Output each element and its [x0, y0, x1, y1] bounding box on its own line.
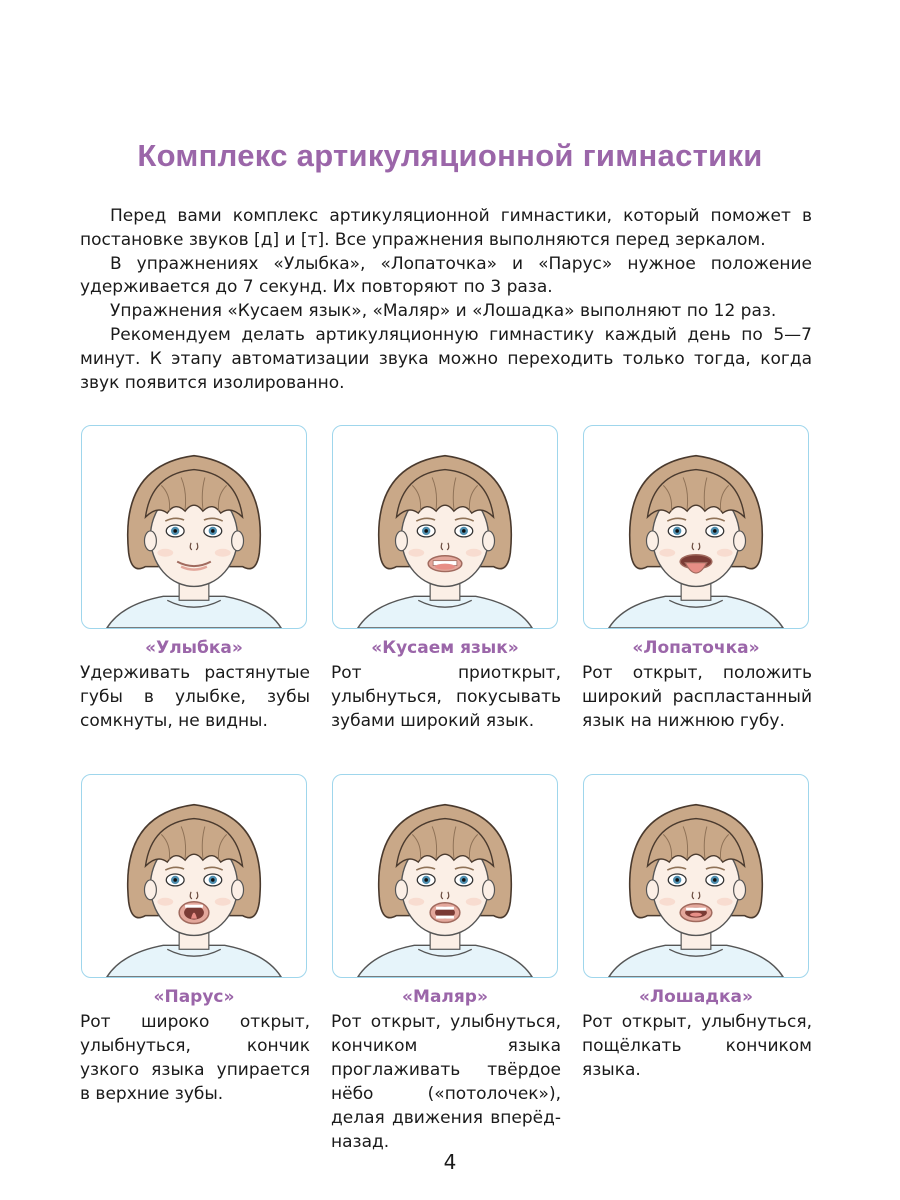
exercise-title: «Кусаем язык» — [371, 638, 519, 658]
page-title: Комплекс артикуляционной гимнастики — [137, 138, 763, 173]
child-face-illustration — [82, 426, 306, 628]
child-face-illustration — [584, 426, 808, 628]
intro-paragraph: В упражнениях «Улыбка», «Лопаточка» и «Парус» нужное положение удерживается до 7 секунд. Их повторяют по 3 раза. — [80, 253, 812, 298]
exercise-description: Рот широко открыт, улыбнуться, кончик узкого языка упирается в верхние зубы. — [80, 1012, 310, 1104]
intro-text — [80, 205, 812, 395]
exercise-title: «Маляр» — [402, 987, 488, 1007]
exercise-illustration-smile — [81, 425, 307, 629]
exercise-illustration-horse — [583, 774, 809, 978]
exercise-illustration-bite-tongue — [332, 425, 558, 629]
exercise-description: Рот приоткрыт, улыбнуться, покусывать зубами широкий язык. — [331, 663, 561, 731]
page-number: 4 — [443, 1150, 457, 1174]
exercise-description: Рот открыт, улыбнуться, пощёлкать кончиком языка. — [582, 1012, 812, 1080]
exercise-description: Удерживать растянутые губы в улыбке, зубы сомкнуты, не видны. — [80, 663, 310, 731]
exercise-description: Рот открыт, положить широкий распластанный язык на нижнюю губу. — [582, 663, 812, 731]
exercise-title: «Парус» — [153, 987, 235, 1007]
child-face-illustration — [333, 775, 557, 977]
exercise-illustration-tongue-out — [583, 425, 809, 629]
intro-paragraph: Рекомендуем делать артикуляционную гимнастику каждый день по 5—7 минут. К этапу автоматизации звука можно переходить только тогда, когда звук появится изолированно. — [80, 324, 812, 393]
exercise-title: «Лопаточка» — [632, 638, 760, 658]
child-face-illustration — [333, 426, 557, 628]
exercise-illustration-painter — [332, 774, 558, 978]
intro-paragraph: Упражнения «Кусаем язык», «Маляр» и «Лошадка» выполняют по 12 раз. — [110, 301, 777, 322]
exercise-title: «Лошадка» — [638, 987, 754, 1007]
child-face-illustration — [584, 775, 808, 977]
exercise-title: «Улыбка» — [145, 638, 243, 658]
intro-paragraph: Перед вами комплекс артикуляционной гимнастики, который поможет в постановке звуков [д] и [т]. Все упражнения выполняются перед зеркалом. — [80, 206, 812, 250]
exercise-description: Рот открыт, улыбнуться, кончиком языка проглаживать твёрдое нёбо («потолочек»), делая движения вперёд-назад. — [331, 1012, 561, 1152]
exercise-illustration-sail — [81, 774, 307, 978]
child-face-illustration — [82, 775, 306, 977]
